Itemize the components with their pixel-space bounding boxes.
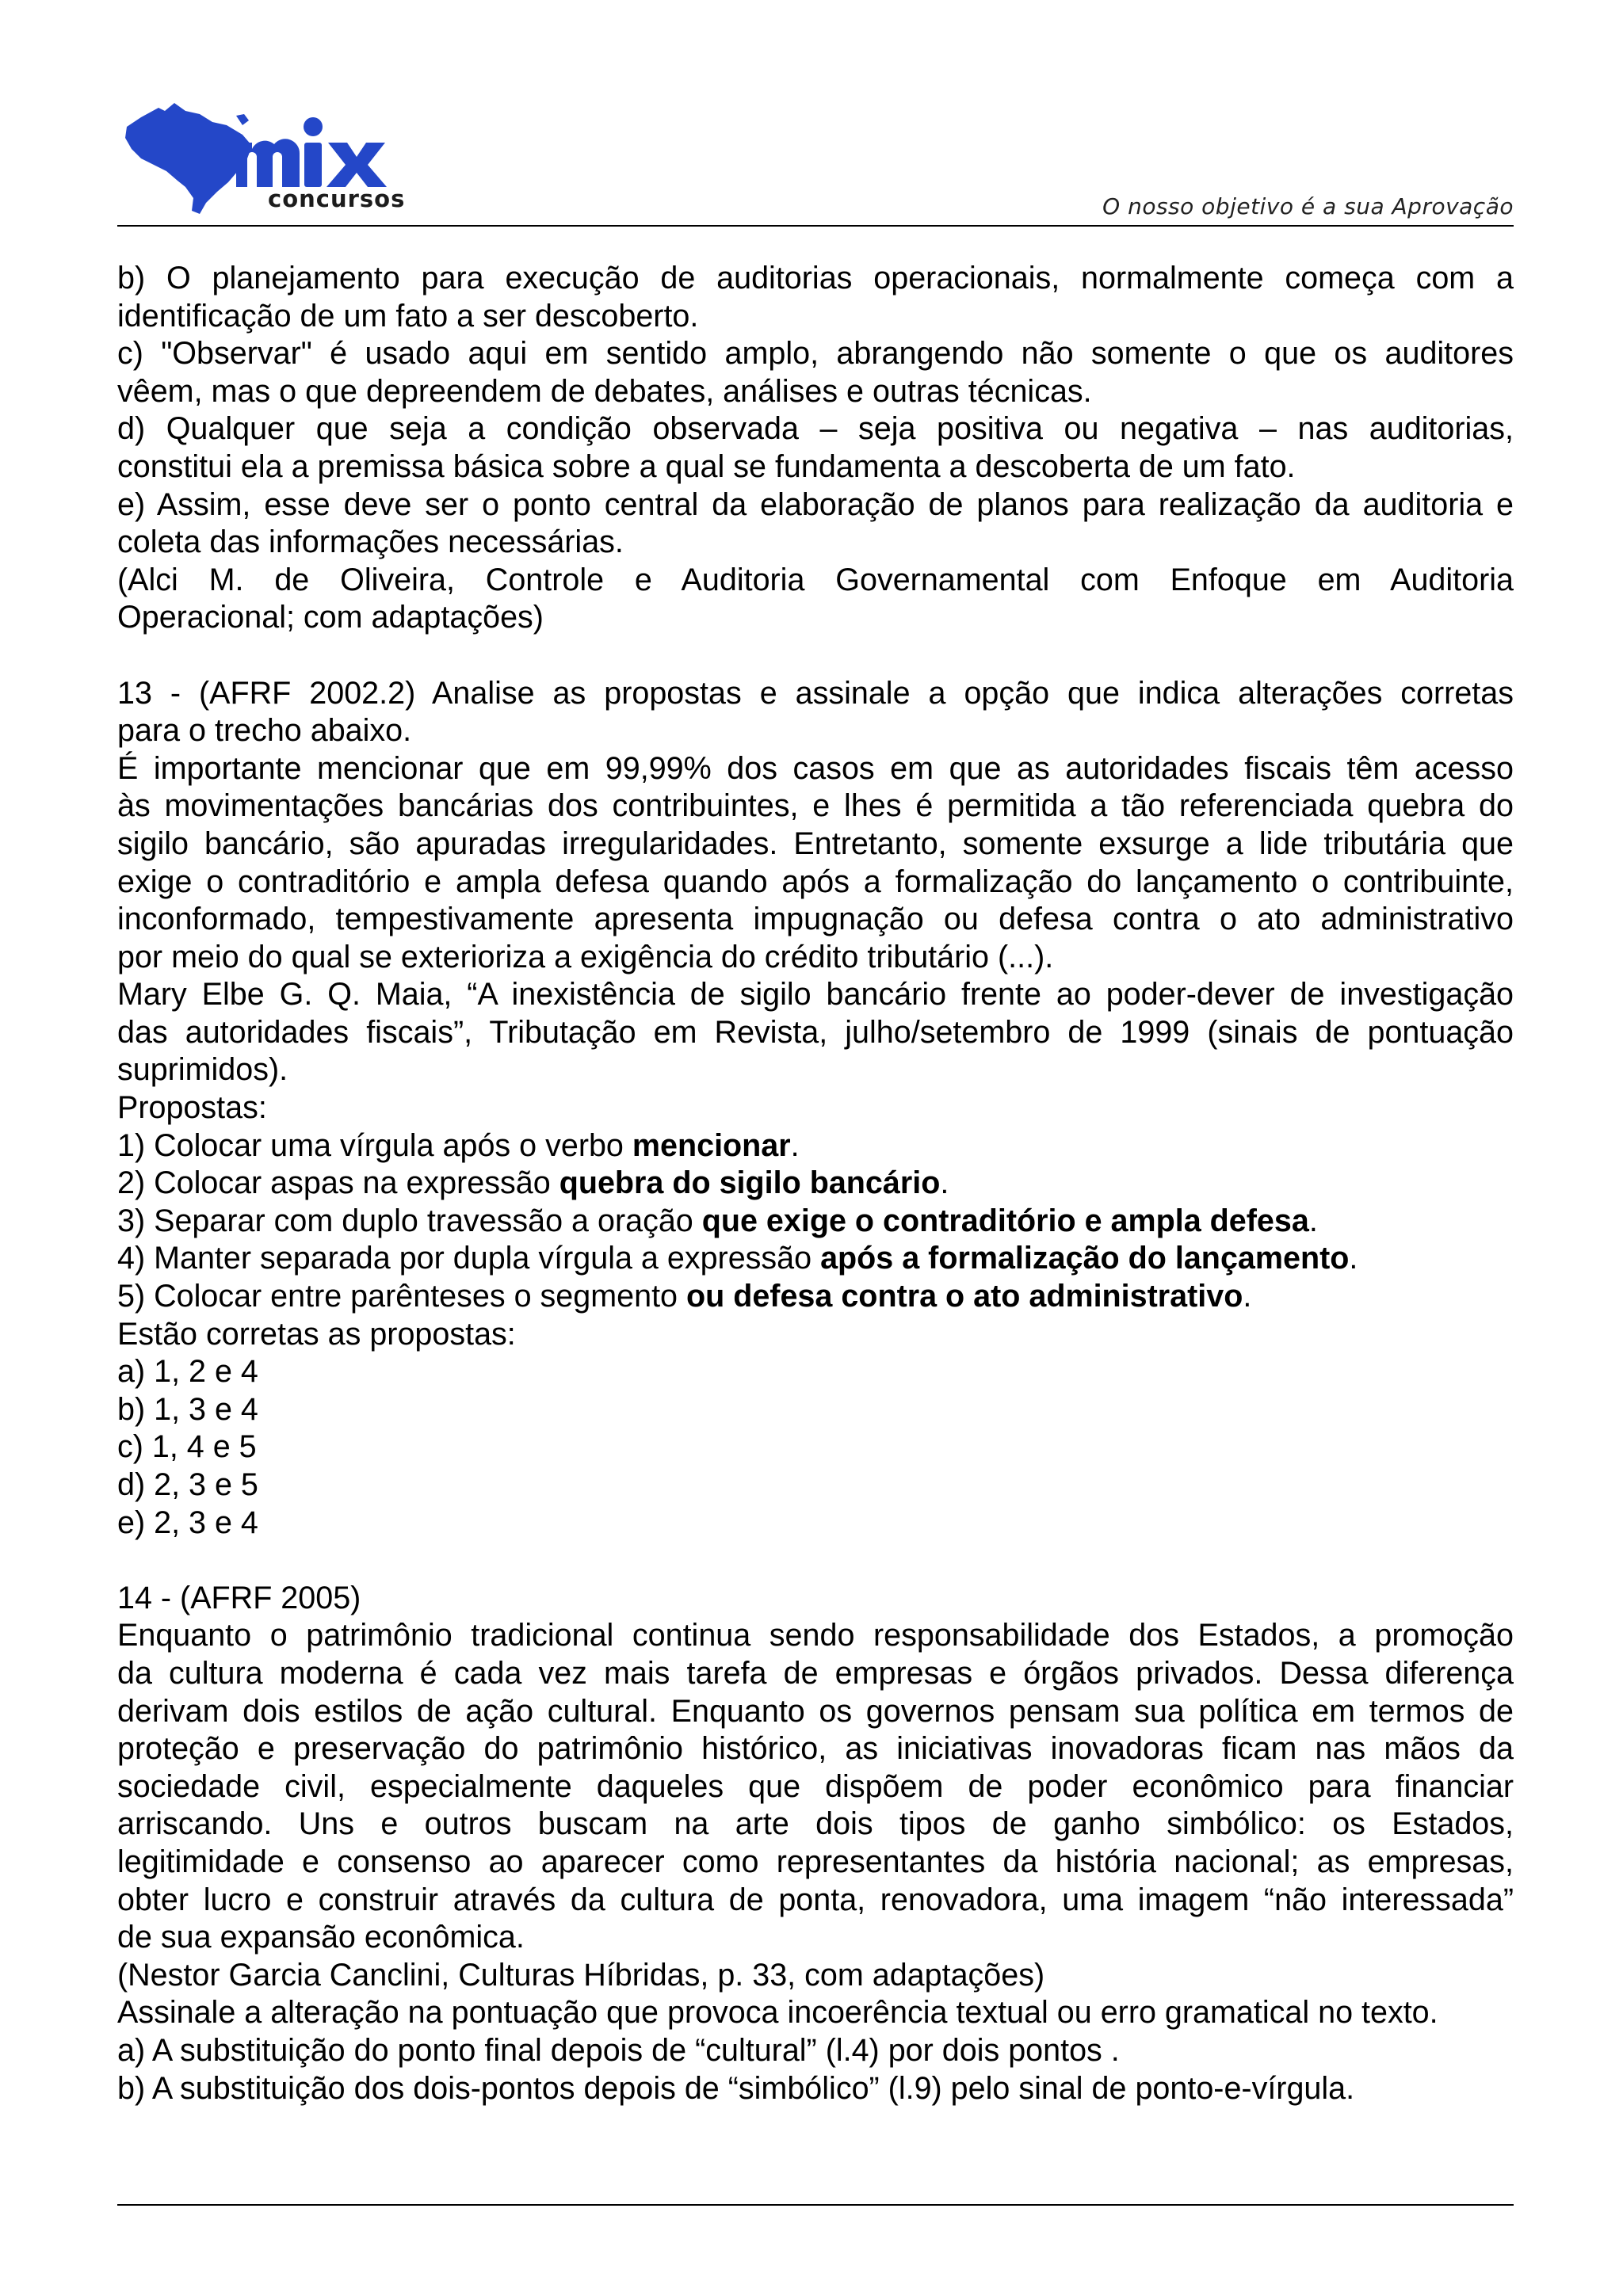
text-line <box>117 1466 1514 1505</box>
text-run: Assinale a alteração na pontuação que provoca incoerência textual ou erro gramatical no texto. <box>117 1995 1438 2031</box>
bold-run: quebra do sigilo bancário <box>559 1165 941 1201</box>
bold-run: ou defesa contra o ato administrativo <box>685 1279 1243 1314</box>
text-line <box>117 750 1514 788</box>
footer-divider <box>117 2204 1514 2206</box>
text-line <box>117 1505 1514 1543</box>
text-run: c) "Observar" é usado aqui em sentido amplo, abrangendo não somente o que os auditores <box>117 336 1514 372</box>
bold-run: que exige o contraditório e ampla defesa <box>701 1203 1309 1238</box>
text-line <box>117 1994 1514 2032</box>
text-line <box>117 448 1514 486</box>
text-line <box>117 826 1514 864</box>
text-line <box>117 976 1514 1014</box>
text-line <box>117 1353 1514 1391</box>
text-run: proteção e preservação do patrimônio histórico, as iniciativas inovadoras ficam nas mãos da <box>117 1731 1514 1767</box>
text-line <box>117 524 1514 562</box>
text-run-after: . <box>940 1165 949 1201</box>
text-run-after: . <box>1308 1203 1318 1238</box>
text-run: Operacional; com adaptações) <box>117 600 544 635</box>
text-run: inconformado, tempestivamente apresenta impugnação ou defesa contra o ato administrativo <box>117 902 1514 937</box>
text-line <box>117 1617 1514 1655</box>
text-run: a) 1, 2 e 4 <box>117 1354 258 1390</box>
text-line <box>117 1957 1514 1995</box>
text-line <box>117 1127 1514 1165</box>
text-run: 1) Colocar uma vírgula após o verbo <box>117 1127 632 1163</box>
text-run: Mary Elbe G. Q. Maia, “A inexistência de sigilo bancário frente ao poder-dever de investigação <box>117 977 1514 1013</box>
text-line <box>117 260 1514 298</box>
text-run-after: . <box>1243 1279 1252 1314</box>
text-run: b) 1, 3 e 4 <box>117 1391 258 1427</box>
text-line <box>117 562 1514 600</box>
text-run: legitimidade e consenso ao aparecer como representantes da história nacional; as empresas, <box>117 1844 1514 1879</box>
text-line <box>117 298 1514 336</box>
bold-run: após a formalização do lançamento <box>820 1241 1350 1276</box>
text-run: (Alci M. de Oliveira, Controle e Auditoria Governamental com Enfoque em Auditoria <box>117 562 1514 597</box>
text-line <box>117 1919 1514 1957</box>
text-run: É importante mencionar que em 99,99% dos casos em que as autoridades fiscais têm acesso <box>117 750 1514 786</box>
text-line <box>117 939 1514 977</box>
text-run: obter lucro e construir através da cultura de ponta, renovadora, uma imagem “não interessada” <box>117 1882 1514 1917</box>
text-line <box>117 1165 1514 1203</box>
text-run: 4) Manter separada por dupla vírgula a expressão <box>117 1241 821 1276</box>
text-line <box>117 1655 1514 1693</box>
text-run: por meio do qual se exterioriza a exigência do crédito tributário (...). <box>117 939 1054 974</box>
text-line <box>117 1730 1514 1768</box>
text-run: de sua expansão econômica. <box>117 1920 525 1955</box>
text-run: c) 1, 4 e 5 <box>117 1429 257 1465</box>
text-run: d) Qualquer que seja a condição observada – seja positiva ou negativa – nas auditorias, <box>117 411 1514 447</box>
text-run: constitui ela a premissa básica sobre a qual se fundamenta a descoberta de um fato. <box>117 448 1296 484</box>
text-line <box>117 1203 1514 1241</box>
tagline: O nosso objetivo é a sua Aprovação <box>1102 193 1514 219</box>
text-line <box>117 335 1514 373</box>
paragraph-gap <box>117 637 1514 675</box>
text-line <box>117 1768 1514 1806</box>
text-line <box>117 2070 1514 2108</box>
text-run: b) A substituição dos dois-pontos depois de “simbólico” (l.9) pelo sinal de ponto-e-vírgula. <box>117 2070 1355 2106</box>
text-line <box>117 1278 1514 1316</box>
text-run: 3) Separar com duplo travessão a oração <box>117 1203 702 1238</box>
text-run-after: . <box>790 1127 800 1163</box>
text-run: Propostas: <box>117 1090 267 1126</box>
mix-concursos-logo <box>117 93 418 220</box>
text-run: 5) Colocar entre parênteses o segmento <box>117 1279 686 1314</box>
bold-run: mencionar <box>632 1127 791 1163</box>
text-run: às movimentações bancárias dos contribuintes, e lhes é permitida a tão referenciada quebra do <box>117 788 1514 824</box>
text-line <box>117 1428 1514 1466</box>
text-line <box>117 486 1514 524</box>
text-run: coleta das informações necessárias. <box>117 524 624 560</box>
paragraph-gap <box>117 1542 1514 1580</box>
text-run: sigilo bancário, são apuradas irregularidades. Entretanto, somente exsurge a lide tributária que <box>117 826 1514 861</box>
text-line <box>117 410 1514 448</box>
text-line <box>117 1240 1514 1278</box>
text-line <box>117 1051 1514 1089</box>
page-header <box>0 0 1623 230</box>
text-run: da cultura moderna é cada vez mais tarefa de empresas e órgãos privados. Dessa diferença <box>117 1655 1514 1691</box>
text-run: sociedade civil, especialmente daqueles que dispõem de poder econômico para financiar <box>117 1768 1514 1804</box>
text-run: vêem, mas o que depreendem de debates, análises e outras técnicas. <box>117 373 1092 409</box>
text-line <box>117 864 1514 902</box>
text-line <box>117 373 1514 411</box>
text-run: arriscando. Uns e outros buscam na arte dois tipos de ganho simbólico: os Estados, <box>117 1806 1514 1842</box>
text-run: e) Assim, esse deve ser o ponto central da elaboração de planos para realização da auditoria e <box>117 486 1514 522</box>
header-divider <box>117 225 1514 227</box>
text-run: identificação de um fato a ser descoberto. <box>117 298 699 334</box>
text-line <box>117 1014 1514 1052</box>
text-line <box>117 1844 1514 1882</box>
text-run: derivam dois estilos de ação cultural. Enquanto os governos pensam sua política em termos de <box>117 1693 1514 1729</box>
text-line <box>117 1580 1514 1618</box>
text-run: Enquanto o patrimônio tradicional continua sendo responsabilidade dos Estados, a promoção <box>117 1618 1514 1653</box>
text-line <box>117 901 1514 939</box>
text-run: b) O planejamento para execução de auditorias operacionais, normalmente começa com a <box>117 261 1514 296</box>
text-line <box>117 1316 1514 1354</box>
text-run: 14 - (AFRF 2005) <box>117 1580 361 1615</box>
text-line <box>117 1089 1514 1127</box>
text-line <box>117 1391 1514 1429</box>
text-line <box>117 1882 1514 1920</box>
text-run: Estão corretas as propostas: <box>117 1316 516 1352</box>
text-run: para o trecho abaixo. <box>117 713 412 749</box>
text-run: exige o contraditório e ampla defesa quando após a formalização do lançamento o contribuinte, <box>117 864 1514 899</box>
text-line <box>117 788 1514 826</box>
logo-sub-text: concursos <box>268 185 406 212</box>
text-line <box>117 1693 1514 1731</box>
text-run: 13 - (AFRF 2002.2) Analise as propostas e assinale a opção que indica alterações corretas <box>117 675 1514 711</box>
text-run-after: . <box>1349 1241 1358 1276</box>
text-run: d) 2, 3 e 5 <box>117 1467 258 1502</box>
text-run: (Nestor Garcia Canclini, Culturas Híbridas, p. 33, com adaptações) <box>117 1957 1045 1993</box>
text-run: e) 2, 3 e 4 <box>117 1505 258 1540</box>
text-run: das autoridades fiscais”, Tributação em Revista, julho/setembro de 1999 (sinais de pontuação <box>117 1014 1514 1050</box>
text-line <box>117 599 1514 637</box>
text-line <box>117 1806 1514 1844</box>
text-line <box>117 2032 1514 2070</box>
text-line <box>117 712 1514 750</box>
text-run: 2) Colocar aspas na expressão <box>117 1165 559 1201</box>
text-run: a) A substituição do ponto final depois de “cultural” (l.4) por dois pontos . <box>117 2032 1120 2068</box>
text-line <box>117 675 1514 713</box>
document-body <box>117 260 1514 2107</box>
text-run: suprimidos). <box>117 1052 288 1088</box>
